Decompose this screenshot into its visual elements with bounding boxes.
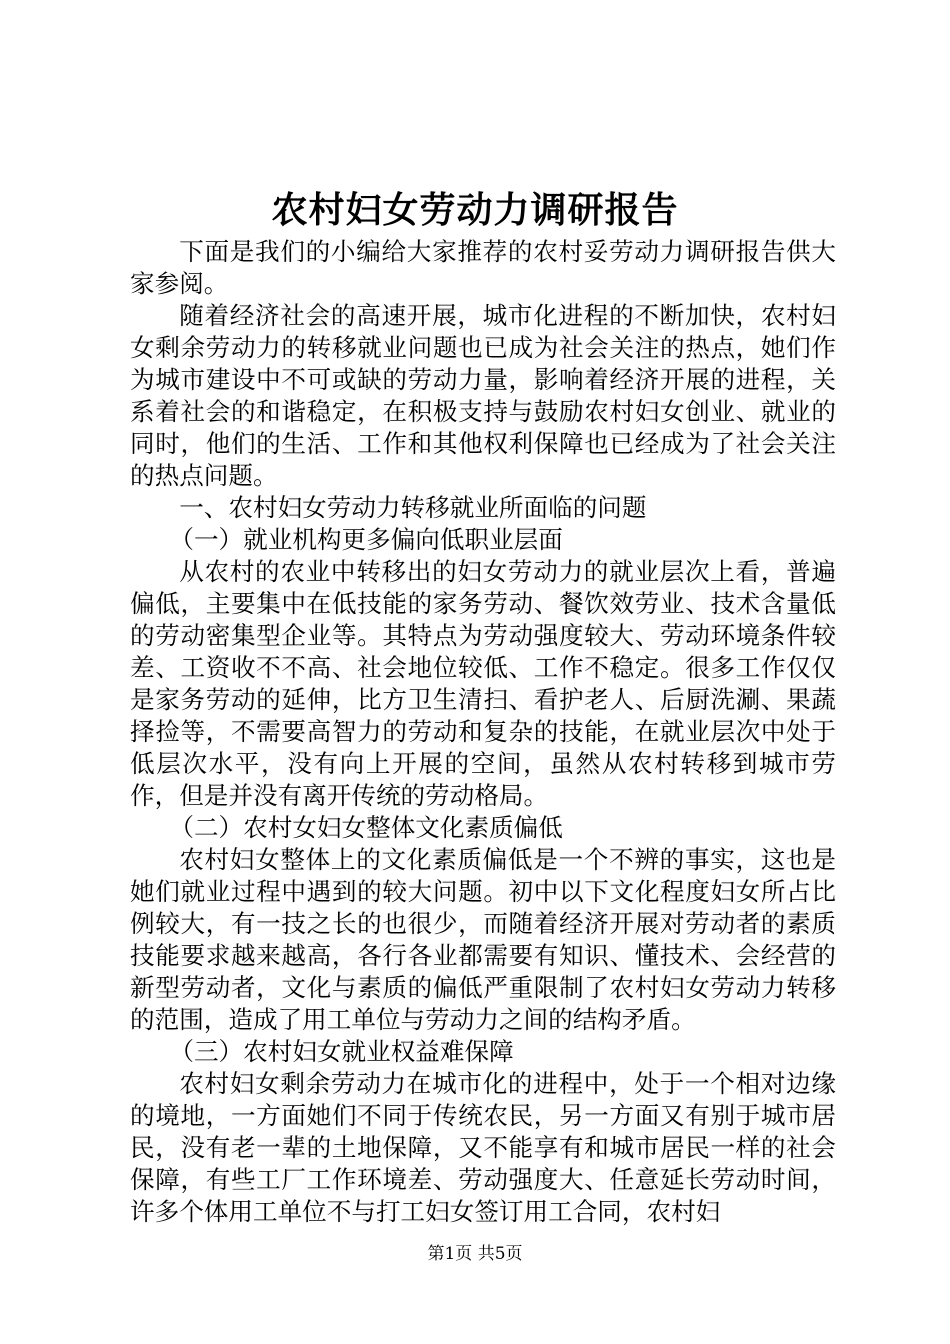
- section-heading-1: 一、农村妇女劳动力转移就业所面临的问题: [179, 493, 647, 522]
- document-body: [130, 236, 836, 1228]
- background-paragraph: 随着经济社会的高速开展，城市化进程的不断加快，农村妇女剩余劳动力的转移就业问题也已成为社会关注的热点，她们作为城市建设中不可或缺的劳动力量，影响着经济开展的进程，关系着社会的和谐稳定，在积极支持与鼓励农村妇女创业、就业的同时，他们的生活、工作和其他权利保障也已经成为了社会关注的热点问题。: [130, 301, 836, 490]
- subsection-paragraph-2: 农村妇女整体上的文化素质偏低是一个不辨的事实，这也是她们就业过程中遇到的较大问题。初中以下文化程度妇女所占比例较大，有一技之长的也很少，而随着经济开展对劳动者的素质技能要求越来越高，各行各业都需要有知识、懂技术、会经营的新型劳动者，文化与素质的偏低严重限制了农村妇女劳动力转移的范围，造成了用工单位与劳动力之间的结构矛盾。: [130, 845, 836, 1034]
- page-footer: 第1页 共5页: [427, 1244, 523, 1264]
- subsection-heading-2: （二）农村女妇女整体文化素质偏低: [169, 813, 563, 842]
- intro-paragraph: 下面是我们的小编给大家推荐的农村妥劳动力调研报告供大家参阅。: [130, 237, 836, 298]
- subsection-heading-3: （三）农村妇女就业权益难保障: [169, 1037, 514, 1066]
- document-title: 农村妇女劳动力调研报告: [271, 189, 679, 231]
- subsection-paragraph-1: 从农村的农业中转移出的妇女劳动力的就业层次上看，普遍偏低，主要集中在低技能的家务劳动、餐饮效劳业、技术含量低的劳动密集型企业等。其特点为劳动强度较大、劳动环境条件较差、工资收不不高、社会地位较低、工作不稳定。很多工作仅仅是家务劳动的延伸，比方卫生清扫、看护老人、后厨洗涮、果蔬择捡等，不需要高智力的劳动和复杂的技能，在就业层次中处于低层次水平，没有向上开展的空间，虽然从农村转移到城市劳作，但是并没有离开传统的劳动格局。: [130, 557, 836, 810]
- subsection-heading-1: （一）就业机构更多偏向低职业层面: [169, 525, 563, 554]
- subsection-paragraph-3: 农村妇女剩余劳动力在城市化的进程中，处于一个相对边缘的境地，一方面她们不同于传统农民，另一方面又有别于城市居民，没有老一辈的土地保障，又不能享有和城市居民一样的社会保障，有些工厂工作环境差、劳动强度大、任意延长劳动时间，许多个体用工单位不与打工妇女签订用工合同，农村妇: [130, 1069, 836, 1226]
